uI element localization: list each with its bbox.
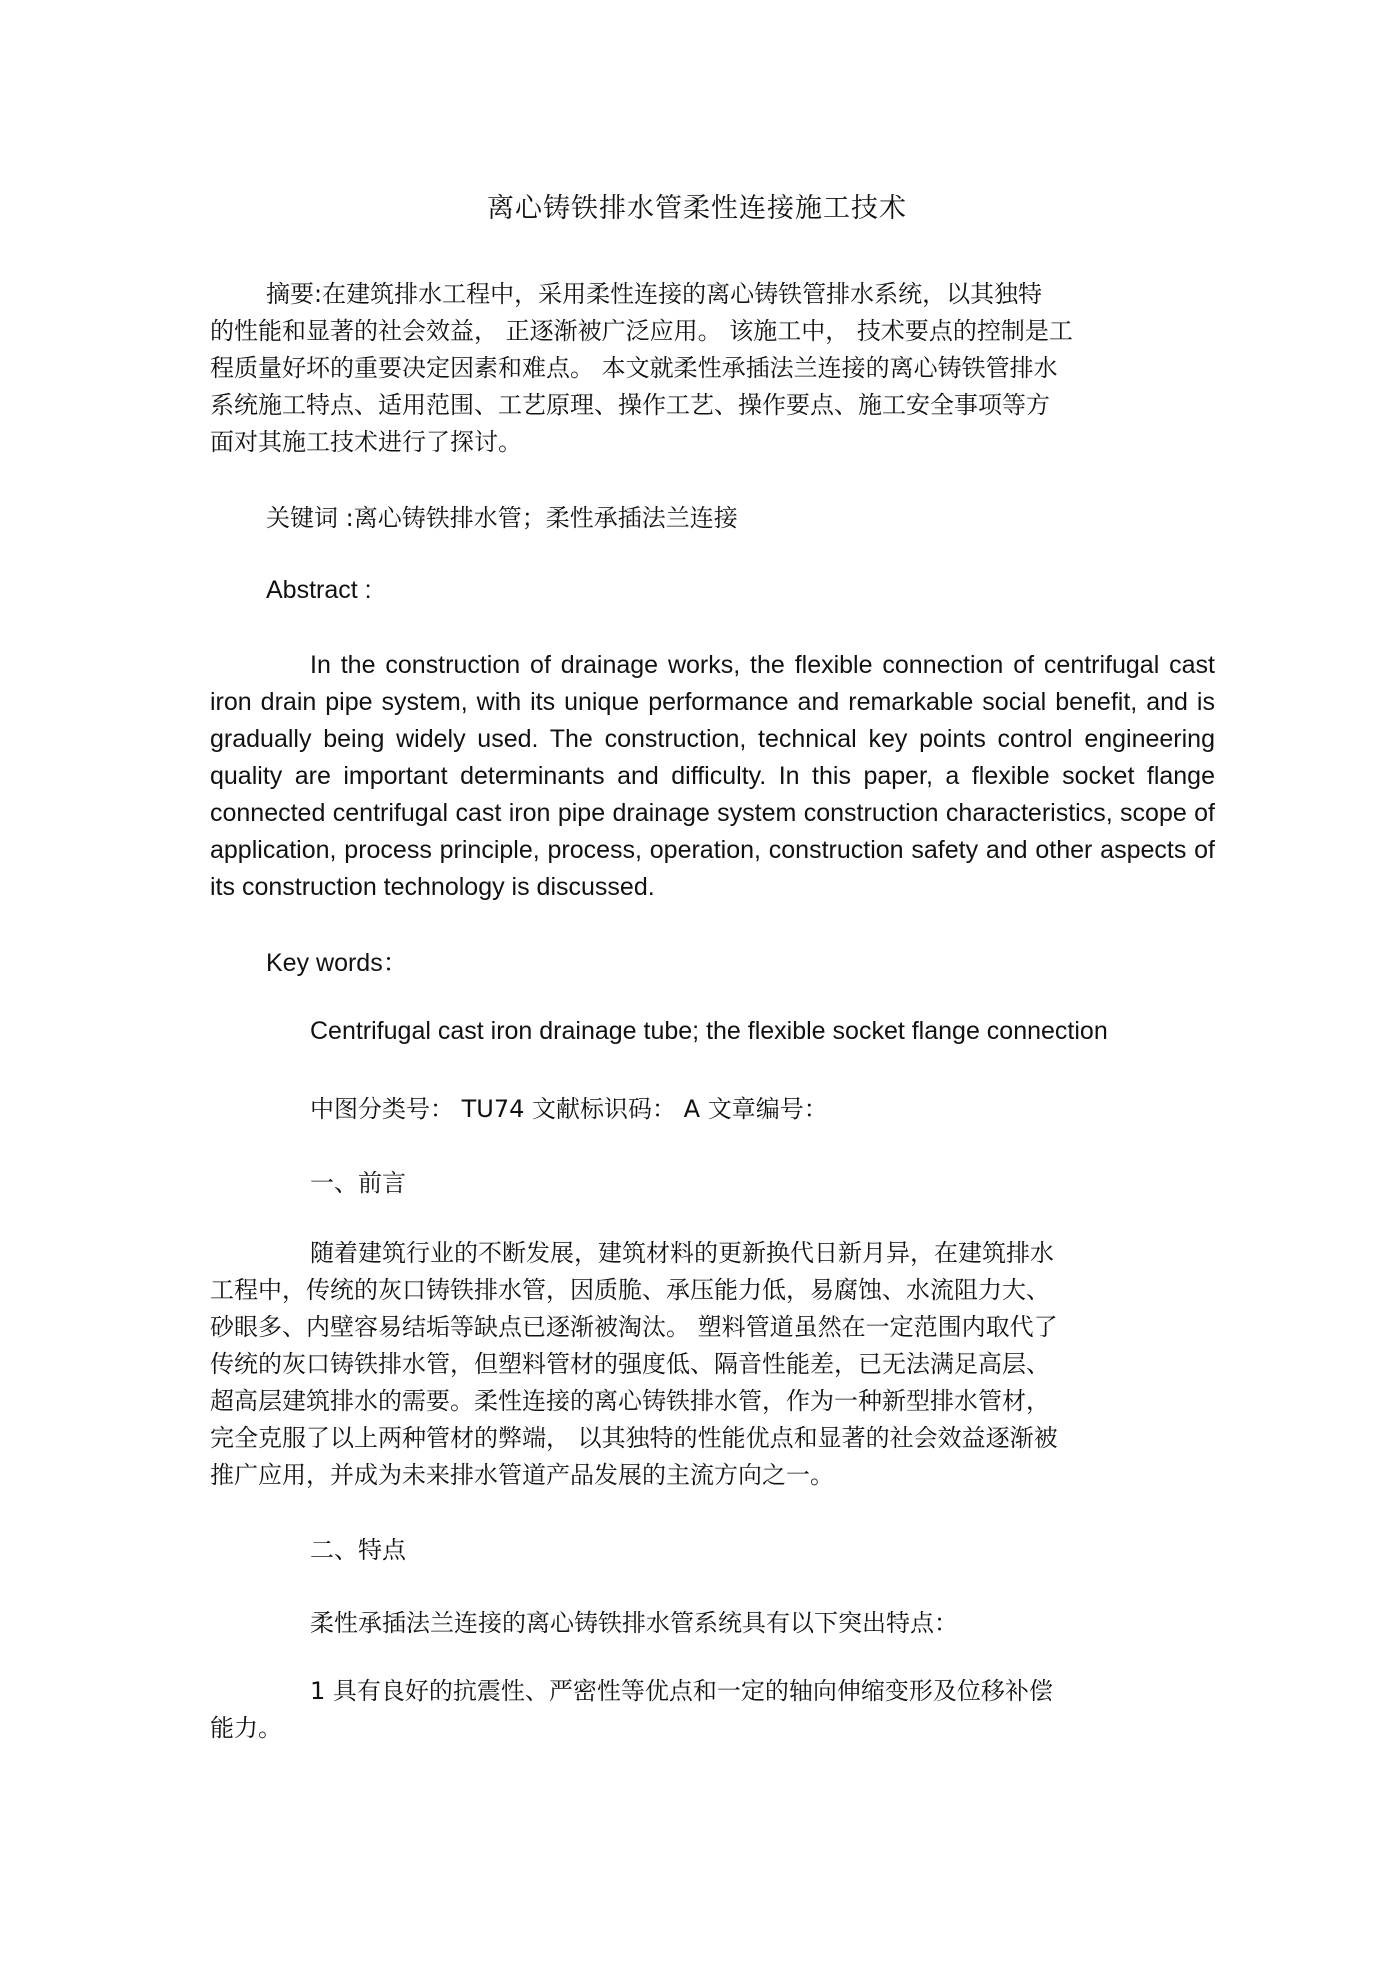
section1-line: 超高层建筑排水的需要。柔性连接的离心铸铁排水管，作为一种新型排水管材， bbox=[210, 1387, 1050, 1415]
section2-item1-line: 1 具有良好的抗震性、严密性等优点和一定的轴向伸缩变形及位移补偿 bbox=[310, 1677, 1053, 1705]
keywords-en-text: Centrifugal cast iron drainage tube; the flexible socket flange connection bbox=[310, 1017, 1108, 1045]
section1-heading: 一、前言 bbox=[310, 1169, 406, 1197]
section1-body bbox=[210, 1235, 1180, 1494]
abstract-zh-line: 系统施工特点、适用范围、工艺原理、操作工艺、操作要点、施工安全事项等方 bbox=[210, 391, 1050, 419]
section1-line: 推广应用，并成为未来排水管道产品发展的主流方向之一。 bbox=[210, 1461, 834, 1489]
abstract-zh bbox=[210, 276, 1180, 461]
classification-line: 中图分类号： TU74 文献标识码： A 文章编号： bbox=[310, 1095, 828, 1123]
document-title: 离心铸铁排水管柔性连接施工技术 bbox=[487, 193, 907, 224]
section2-intro: 柔性承插法兰连接的离心铸铁排水管系统具有以下突出特点： bbox=[310, 1609, 958, 1637]
section2-item1 bbox=[210, 1673, 1180, 1747]
keywords-zh: 关键词 :离心铸铁排水管；柔性承插法兰连接 bbox=[266, 504, 738, 532]
abstract-zh-line: 的性能和显著的社会效益， 正逐渐被广泛应用。 该施工中， 技术要点的控制是工 bbox=[210, 317, 1073, 345]
section1-line: 随着建筑行业的不断发展，建筑材料的更新换代日新月异，在建筑排水 bbox=[310, 1239, 1054, 1267]
abstract-zh-line: 摘要:在建筑排水工程中，采用柔性连接的离心铸铁管排水系统，以其独特 bbox=[266, 280, 1043, 308]
abstract-en-text: In the construction of drainage works, the flexible connection of centrifugal cast iron drain pipe system, with its unique performance and remarkable social benefit, and is gradually being widely used. The construction, technical key points control engineering quality are important determinants and difficulty. In this paper, a flexible socket flange connected centrifugal cast iron pipe drainage system construction characteristics, scope of application, process principle, process, operation, construction safety and other aspects of its construction technology is discussed. bbox=[210, 651, 1215, 901]
section1-line: 砂眼多、内壁容易结垢等缺点已逐渐被淘汰。 塑料管道虽然在一定范围内取代了 bbox=[210, 1313, 1058, 1341]
abstract-zh-line: 面对其施工技术进行了探讨。 bbox=[210, 428, 522, 456]
section2-heading: 二、特点 bbox=[310, 1536, 406, 1564]
section2-item1-line: 能力。 bbox=[210, 1714, 282, 1742]
keywords-en-label: Key words： bbox=[266, 949, 408, 977]
section1-line: 工程中，传统的灰口铸铁排水管，因质脆、承压能力低，易腐蚀、水流阻力大、 bbox=[210, 1276, 1050, 1304]
abstract-en-label: Abstract : bbox=[266, 576, 372, 604]
abstract-zh-line: 程质量好坏的重要决定因素和难点。 本文就柔性承插法兰连接的离心铸铁管排水 bbox=[210, 354, 1058, 382]
section1-line: 完全克服了以上两种管材的弊端， 以其独特的性能优点和显著的社会效益逐渐被 bbox=[210, 1424, 1058, 1452]
section1-line: 传统的灰口铸铁排水管，但塑料管材的强度低、隔音性能差，已无法满足高层、 bbox=[210, 1350, 1050, 1378]
